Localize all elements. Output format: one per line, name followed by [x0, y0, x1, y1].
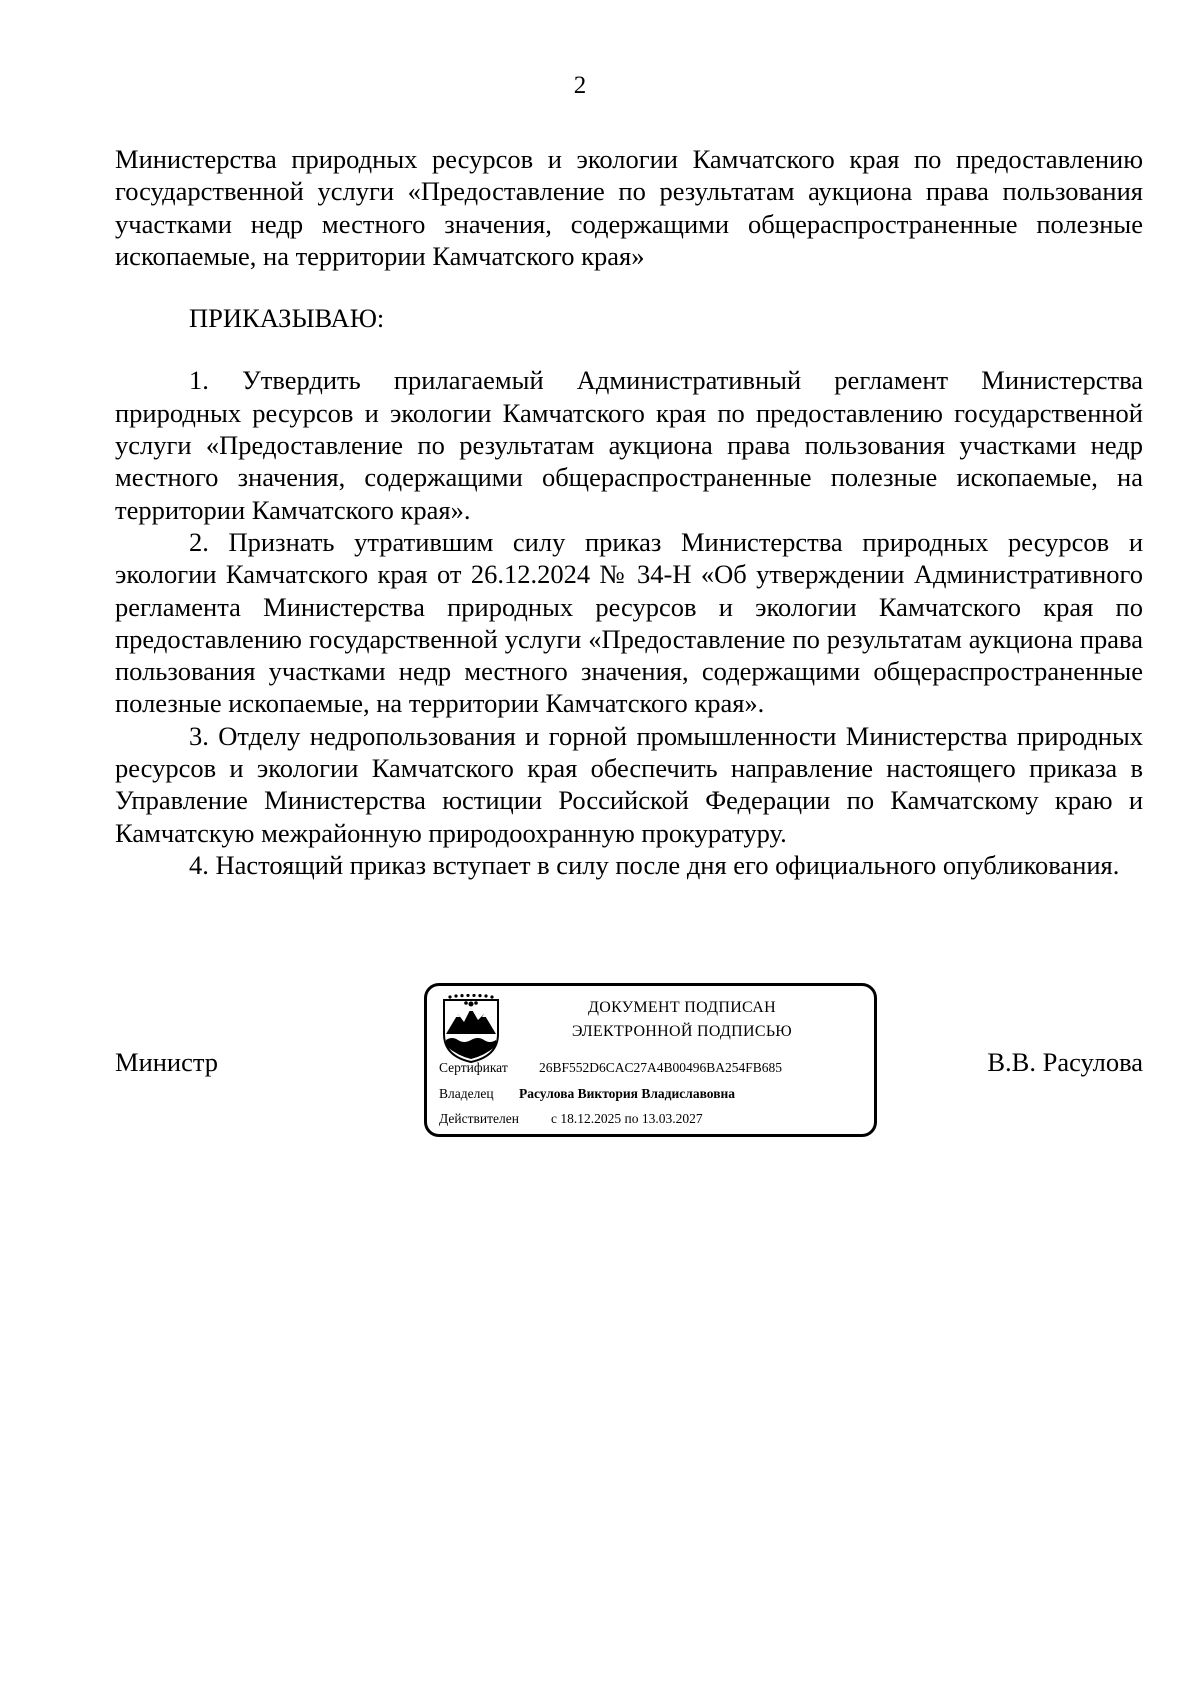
stamp-validity-row [439, 1110, 703, 1128]
order-item-text: Утвердить прилагаемый Административный регламент Министерства природных ресурсов и экологии Камчатского края по предоставлению государственной услуги «Предоставление по результатам аукциона права пользования участками недр местного значения, содержащими общераспространенные полезные ископаемые, на территории Камчатского края». [115, 365, 1144, 525]
stamp-title [522, 996, 842, 1044]
order-item-number: 3. [189, 720, 209, 751]
stamp-certificate-row [439, 1059, 783, 1077]
electronic-signature-stamp [424, 983, 877, 1137]
owner-value: Расулова Виктория Владиславовна [519, 1086, 736, 1101]
signer-position: Министр [115, 1047, 219, 1077]
order-item-1 [115, 364, 1143, 525]
order-item-3 [115, 720, 1143, 849]
valid-value: с 18.12.2025 по 13.03.2027 [551, 1111, 703, 1126]
order-item-text: Признать утратившим силу приказ Министерства природных ресурсов и экологии Камчатского края от 26.12.2024 № 34-Н «Об утверждении Административного регламента Министерства природных ресурсов и экологии Камчатского края по предоставлению государственной услуги «Предоставление по результатам аукциона права пользования участками недр местного значения, содержащими общераспространенные полезные ископаемые, на территории Камчатского края». [115, 526, 1143, 719]
stamp-title-line-1: ДОКУМЕНТ ПОДПИСАН [588, 999, 776, 1016]
owner-label: Владелец [439, 1086, 494, 1101]
document-body [115, 143, 1143, 881]
kamchatka-coat-of-arms-icon [440, 994, 502, 1064]
stamp-title-line-2: ЭЛЕКТРОННОЙ ПОДПИСЬЮ [571, 1023, 793, 1040]
signer-name: В.В. Расулова [987, 1047, 1143, 1077]
certificate-value: 26BF552D6CAC27A4B00496BA254FB685 [539, 1060, 783, 1075]
order-item-number: 4. [189, 849, 209, 880]
stamp-owner-row [439, 1085, 736, 1103]
page-number: 2 [573, 72, 587, 99]
order-item-number: 1. [189, 365, 209, 396]
order-item-text: Настоящий приказ вступает в силу после дня его официального опубликования. [215, 849, 1120, 880]
order-item-number: 2. [189, 526, 209, 557]
valid-label: Действителен [439, 1111, 519, 1126]
intro-paragraph: Министерства природных ресурсов и экологии Камчатского края по предоставлению государственной услуги «Предоставление по результатам аукциона права пользования участками недр местного значения, содержащими общераспространенные полезные ископаемые, на территории Камчатского края» [115, 144, 1143, 271]
order-item-text: Отделу недропользования и горной промышленности Министерства природных ресурсов и экологии Камчатского края обеспечить направление настоящего приказа в Управление Министерства юстиции Российской Федерации по Камчатскому краю и Камчатскую межрайонную природоохранную прокуратуру. [115, 720, 1144, 848]
order-item-4 [115, 849, 1143, 881]
certificate-label: Сертификат [439, 1060, 508, 1075]
order-heading: ПРИКАЗЫВАЮ: [189, 303, 385, 334]
order-item-2 [115, 526, 1143, 720]
